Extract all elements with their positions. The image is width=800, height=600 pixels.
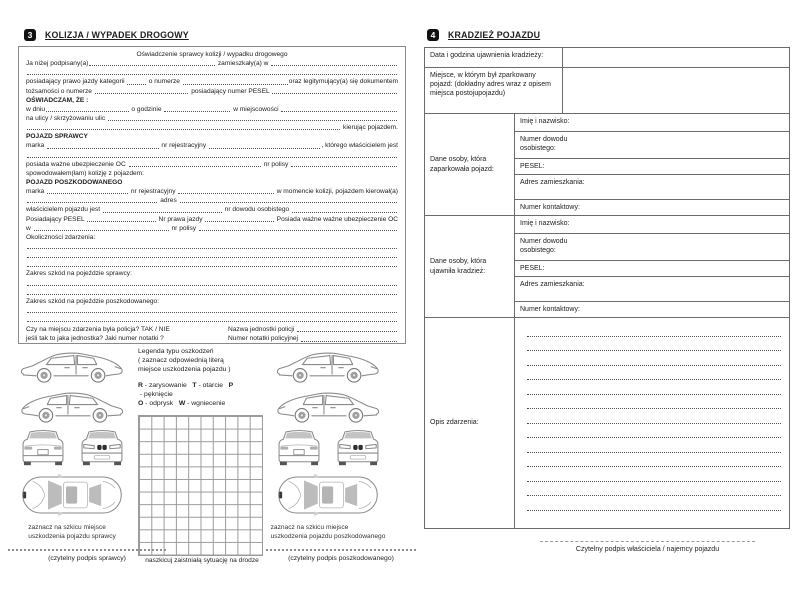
road-sketch-caption: naszkicuj zaistniałą sytuację na drodze xyxy=(145,557,259,564)
form-line-text: o numerze xyxy=(146,78,182,86)
blank-field xyxy=(27,312,397,313)
car-side-view-icon xyxy=(16,347,128,383)
theft-section-title: KRADZIEŻ POJAZDU xyxy=(448,30,541,40)
dotted-line xyxy=(527,350,781,351)
group-label: Opis zdarzenia: xyxy=(425,318,515,528)
dotted-line xyxy=(527,379,781,380)
damage-code-line xyxy=(138,381,266,399)
car-side-view-mirrored-icon xyxy=(272,387,384,423)
damage-code-letter: O xyxy=(138,400,144,408)
blank-field xyxy=(27,321,397,322)
blank-field xyxy=(127,84,146,85)
blank-field xyxy=(178,193,274,194)
collision-section-title: KOLIZJA / WYPADEK DROGOWY xyxy=(45,30,189,40)
form-line xyxy=(26,297,398,306)
form-line xyxy=(26,105,398,114)
field-label: Numer dowodu osobistego: xyxy=(520,135,568,152)
victim-signature-area xyxy=(266,549,416,562)
form-line xyxy=(26,260,398,269)
group-label: Dane osoby, która ujawniła kradzież: xyxy=(425,216,515,317)
blank-field xyxy=(271,65,397,66)
perpetrator-signature-area xyxy=(8,549,166,562)
car-top-view-icon xyxy=(276,471,380,519)
damage-code-letter: T xyxy=(192,381,197,389)
blank-field xyxy=(281,111,397,112)
form-line-text: Numer notatki policyjnej xyxy=(228,335,300,343)
form-line xyxy=(228,325,398,334)
field-label: Adres zamieszkania: xyxy=(520,178,585,186)
form-line-text: Okoliczności zdarzenia: xyxy=(26,233,96,241)
dotted-line xyxy=(527,510,781,511)
form-line-text: Ja niżej podpisany(a) xyxy=(26,60,89,68)
collision-statement-box xyxy=(18,46,406,344)
form-line-text: oraz legitymujący(a) się dokumentem xyxy=(288,78,398,86)
blank-field xyxy=(95,93,189,94)
field-row xyxy=(515,234,789,261)
blank-field xyxy=(205,221,273,222)
form-line xyxy=(26,196,398,205)
owner-signature-label: Czytelny podpis właściciela / najemcy pojazdu xyxy=(575,546,720,553)
legend-title-line: Legenda typu oszkodzeń xyxy=(138,348,214,355)
form-line xyxy=(228,334,398,343)
damage-code-letter: R xyxy=(138,381,143,389)
row-label: Data i godzina ujawnienia kradzieży: xyxy=(425,48,563,67)
field-row xyxy=(515,200,789,215)
damage-codes xyxy=(138,381,266,409)
row-parking-place xyxy=(425,68,789,114)
form-line xyxy=(26,279,398,288)
field-label: Numer kontaktowy: xyxy=(520,305,580,313)
field-row xyxy=(515,159,789,175)
form-line xyxy=(26,205,398,214)
signature-line xyxy=(8,549,166,551)
dotted-line xyxy=(527,437,781,438)
field-label: PESEL: xyxy=(520,264,545,272)
field-label: Numer kontaktowy: xyxy=(520,203,580,211)
damage-code-meaning: - otarcie xyxy=(196,381,229,389)
row-date-time xyxy=(425,48,789,68)
victim-sketch-caption: zaznacz na szkicu miejsce uszkodzenia pojazdu poszkodowanego xyxy=(270,524,386,540)
blank-field xyxy=(27,202,157,203)
form-line xyxy=(26,50,398,59)
form-line xyxy=(26,233,398,242)
blank-field xyxy=(47,148,158,149)
damage-code-line xyxy=(138,399,266,408)
group-description xyxy=(425,318,789,528)
form-line-text: właścicielem pojazdu jest xyxy=(26,206,102,214)
dotted-line xyxy=(527,466,781,467)
legend-title-line: ( zaznacz odpowiednią literą xyxy=(138,357,224,365)
blank-field xyxy=(27,285,397,286)
blank-field xyxy=(27,157,397,158)
form-line-text: nr rejestracyjny xyxy=(159,142,208,150)
form-line xyxy=(26,77,398,86)
field-label: Numer dowodu osobistego: xyxy=(520,237,568,254)
dotted-line xyxy=(527,423,781,424)
car-rear-view-icon xyxy=(273,427,325,467)
blank-field xyxy=(301,341,397,342)
form-line-text: Posiada ważne ważne ubezpieczenie OC xyxy=(274,215,399,223)
damage-code-meaning: - zarysowanie xyxy=(142,381,193,389)
car-rear-view-icon xyxy=(17,427,69,467)
blank-field xyxy=(27,257,397,258)
form-line xyxy=(26,59,398,68)
damage-code-meaning: - odprysk xyxy=(143,400,179,408)
damage-code-meaning: - wgniecenie xyxy=(185,400,226,408)
parking-place-value-cell xyxy=(563,68,789,113)
form-line-text: kierując pojazdem. xyxy=(341,124,398,132)
form-line-text: Nr prawa jazdy xyxy=(156,215,205,223)
legend-title-line: miejsce uszkodzenia pojazdu ) xyxy=(138,366,231,374)
form-line-text: posiadający numer PESEL xyxy=(189,87,272,95)
form-line xyxy=(26,114,398,123)
form-line xyxy=(26,96,398,105)
perpetrator-sketch-caption: zaznacz na szkicu miejsce uszkodzenia pojazdu sprawcy xyxy=(28,524,116,540)
dotted-line xyxy=(527,336,781,337)
victim-signature-label: (czytelny podpis poszkodowanego) xyxy=(288,555,394,562)
form-line-text: posiadający prawo jazdy kategorii xyxy=(26,78,127,86)
field-row xyxy=(515,277,789,302)
field-row xyxy=(515,132,789,159)
form-line-text: posiada ważne ubezpieczenie OC xyxy=(26,160,128,168)
dotted-line xyxy=(527,452,781,453)
signature-line xyxy=(540,541,755,542)
blank-field xyxy=(87,221,155,222)
perpetrator-signature-label: (czytelny podpis sprawcy) xyxy=(48,555,126,562)
blank-field xyxy=(129,166,261,167)
car-front-view-icon xyxy=(332,427,384,467)
blank-field xyxy=(209,148,320,149)
section-number-badge-4: 4 xyxy=(427,29,439,41)
form-line-text: w dniu xyxy=(26,105,46,113)
form-line xyxy=(26,132,398,141)
field-label: Adres zamieszkania: xyxy=(520,280,585,288)
owner-signature-area xyxy=(540,541,755,553)
form-line-text: Posiadający PESEL xyxy=(26,215,87,223)
form-line-text: w xyxy=(26,224,33,232)
field-label: Imię i nazwisko: xyxy=(520,117,570,125)
form-line-text: w miejscowości xyxy=(231,105,281,113)
form-line-text: marka xyxy=(26,188,47,196)
form-line xyxy=(26,224,398,233)
form-line xyxy=(26,178,398,187)
blank-field xyxy=(47,193,128,194)
blank-field xyxy=(199,230,397,231)
car-side-view-icon xyxy=(272,347,384,383)
car-top-view-icon xyxy=(20,471,124,519)
damage-code-meaning: - pęknięcie xyxy=(138,390,173,398)
row-label: Miejsce, w którym był zparkowany pojazd: (dokładny adres wraz z opisem miejsca postojupojazdu) xyxy=(425,68,563,113)
form-line xyxy=(26,306,398,315)
form-line-text: nr dowodu osobistego xyxy=(222,206,292,214)
form-line-text: Zakres szkód na pojeździe sprawcy: xyxy=(26,270,132,278)
field-row xyxy=(515,114,789,132)
blank-field xyxy=(183,84,288,85)
police-question-1: Czy na miejscu zdarzenia była policja? TAK / NIE xyxy=(26,326,170,334)
blank-field xyxy=(297,331,397,332)
form-line-text: POJAZD POSZKODOWANEGO xyxy=(26,178,123,186)
theft-section-header xyxy=(427,29,540,41)
dotted-line xyxy=(527,481,781,482)
road-sketch-grid xyxy=(138,415,263,556)
description-lines xyxy=(515,318,789,528)
blank-field xyxy=(46,111,129,112)
section-number-badge-3: 3 xyxy=(24,29,36,41)
blank-field xyxy=(27,266,397,267)
field-label: PESEL: xyxy=(520,162,545,170)
blank-field xyxy=(292,212,397,213)
blank-field xyxy=(291,166,397,167)
form-line-text: nr polisy xyxy=(261,160,291,168)
form-line xyxy=(26,315,398,324)
blank-field xyxy=(34,230,169,231)
group-label: Dane osoby, która zaparkowała pojazd: xyxy=(425,114,515,215)
field-row xyxy=(515,175,789,200)
blank-field xyxy=(27,129,340,130)
collision-section-header xyxy=(24,29,189,41)
perpetrator-car-diagrams xyxy=(14,347,130,542)
form-line xyxy=(26,215,398,224)
form-line-text: o godzinie xyxy=(129,105,164,113)
form-line xyxy=(26,123,398,132)
dotted-line xyxy=(527,394,781,395)
form-line xyxy=(26,151,398,160)
form-line-text: nr rejestracyjny xyxy=(128,188,178,196)
blank-field xyxy=(27,248,397,249)
form-line-text: adres xyxy=(158,197,179,205)
field-row xyxy=(515,216,789,234)
form-line-text: zamieszkały(a) w xyxy=(216,60,271,68)
form-line-text: spowodowałem(łam) kolizję z pojazdem: xyxy=(26,169,145,177)
form-line xyxy=(26,269,398,278)
blank-field xyxy=(27,74,397,75)
form-line xyxy=(26,251,398,260)
form-line-text: nr polisy xyxy=(169,224,198,232)
date-time-value-cell xyxy=(563,48,789,67)
form-line-text: na ulicy / skrzyżowaniu ulic xyxy=(26,114,107,122)
form-line-text: Oświadczenie sprawcy kolizji / wypadku drogowego xyxy=(136,50,288,58)
blank-field xyxy=(272,93,397,94)
blank-field xyxy=(27,294,397,295)
police-answer-lines xyxy=(222,325,398,343)
blank-field xyxy=(103,212,222,213)
blank-field xyxy=(108,120,397,121)
form-line xyxy=(26,169,398,178)
blank-field xyxy=(180,202,397,203)
car-front-view-icon xyxy=(76,427,128,467)
statement-lines xyxy=(26,50,398,324)
police-question-2: jeśli tak to jaka jednostka? Jaki numer notatki ? xyxy=(26,335,164,343)
police-question-block xyxy=(26,325,398,343)
form-line xyxy=(26,242,398,251)
damage-code-letter: P xyxy=(228,381,234,389)
field-row xyxy=(515,261,789,277)
field-label: Imię i nazwisko: xyxy=(520,219,570,227)
signature-line xyxy=(266,549,416,551)
damage-legend xyxy=(138,347,266,556)
form-line-text: Zakres szkód na pojeździe poszkodowanego: xyxy=(26,297,160,305)
group-parked xyxy=(425,114,789,216)
victim-car-diagrams xyxy=(270,347,386,542)
form-line xyxy=(26,187,398,196)
form-line-text: , którego właścicielem jest xyxy=(321,142,398,150)
dotted-line xyxy=(527,365,781,366)
group-revealed xyxy=(425,216,789,318)
form-line-text: marka xyxy=(26,142,47,150)
blank-field xyxy=(164,111,230,112)
form-line xyxy=(26,68,398,77)
field-row xyxy=(515,302,789,317)
form-line-text: Nazwa jednostki policji xyxy=(228,326,297,334)
form-line xyxy=(26,160,398,169)
car-side-view-mirrored-icon xyxy=(16,387,128,423)
dotted-line xyxy=(527,408,781,409)
form-line xyxy=(26,141,398,150)
form-line-text: POJAZD SPRAWCY xyxy=(26,133,88,141)
theft-form-table xyxy=(424,47,790,529)
form-line-text: w momencie kolizji, pojazdem kierował(a) xyxy=(274,188,398,196)
form-line-text: OŚWIADCZAM, ŻE : xyxy=(26,96,89,104)
form-line xyxy=(26,288,398,297)
dotted-line xyxy=(527,495,781,496)
blank-field xyxy=(89,65,215,66)
damage-code-letter: W xyxy=(178,400,186,408)
form-line-text: tożsamości o numerze xyxy=(26,87,94,95)
form-line xyxy=(26,87,398,96)
